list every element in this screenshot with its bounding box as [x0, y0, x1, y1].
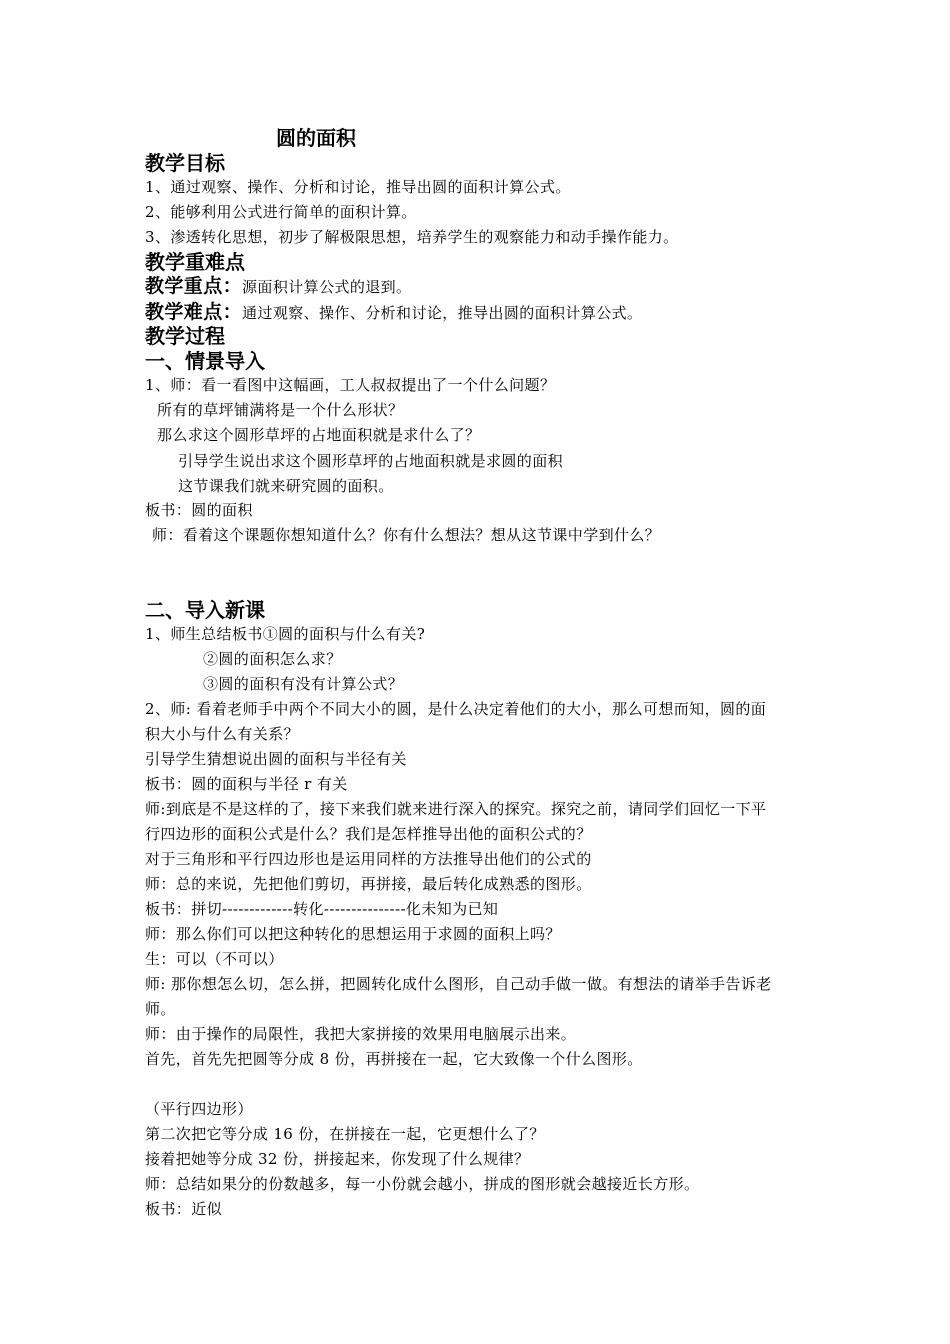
- focus-line: [145, 276, 411, 297]
- section1-line: 那么求这个圆形草坪的占地面积就是求什么了？: [157, 426, 481, 444]
- section2-line: ③圆的面积有没有计算公式？: [203, 675, 404, 693]
- section2-line: 1、师生总结板书①圆的面积与什么有关?: [145, 625, 426, 643]
- difficulty-label: 教学难点：: [145, 301, 243, 323]
- section1-line: 这节课我们就来研究圆的面积。: [178, 477, 394, 495]
- section2-line: 师：总结如果分的份数越多，每一小份就会越小，拼成的图形就会越接近长方形。: [145, 1175, 700, 1193]
- section1-heading: 一、情景导入: [145, 349, 265, 373]
- section2-line: 对于三角形和平行四边形也是运用同样的方法推导出他们的公式的: [145, 850, 592, 868]
- section2-line: 师：那么你们可以把这种转化的思想运用于求圆的面积上吗？: [145, 925, 561, 943]
- goal-item-3: 3、渗透转化思想，初步了解极限思想，培养学生的观察能力和动手操作能力。: [145, 228, 679, 246]
- section2-line: 积大小与什么有关系？: [145, 725, 300, 743]
- section2-line: 板书：圆的面积与半径 r 有关: [145, 775, 348, 793]
- section2-line: 第二次把它等分成 16 份，在拼接在一起，它更想什么了？: [145, 1125, 545, 1143]
- key-points-heading: 教学重难点: [145, 250, 245, 274]
- section1-line: 师：看着这个课题你想知道什么？你有什么想法？想从这节课中学到什么？: [152, 526, 661, 544]
- section1-line: 所有的草坪铺满将是一个什么形状？: [157, 401, 404, 419]
- section2-line: 2、师: 看着老师手中两个不同大小的圆，是什么决定着他们的大小，那么可想而知，圆的面: [145, 700, 767, 718]
- section2-line: 首先，首先先把圆等分成 8 份，再拼接在一起，它大致像一个什么图形。: [145, 1050, 643, 1068]
- section1-line: 板书：圆的面积: [145, 501, 253, 519]
- section2-line: 师: 那你想怎么切，怎么拼，把圆转化成什么图形，自己动手做一做。有想法的请举手告诉老: [145, 975, 772, 993]
- section2-line: 师:到底是不是这样的了，接下来我们就来进行深入的探究。探究之前，请同学们回忆一下平: [145, 800, 767, 818]
- section2-line: 师：由于操作的局限性，我把大家拼接的效果用电脑展示出来。: [145, 1025, 577, 1043]
- goal-item-1: 1、通过观察、操作、分析和讨论，推导出圆的面积计算公式。: [145, 178, 571, 196]
- section1-line: 1、师：看一看图中这幅画，工人叔叔提出了一个什么问题？: [145, 376, 556, 394]
- focus-text: 源面积计算公式的退到。: [242, 278, 412, 296]
- section2-line: 板书：拼切-------------转化---------------化未知为已知: [145, 900, 499, 918]
- section1-line: 引导学生说出求这个圆形草坪的占地面积就是求圆的面积: [178, 452, 564, 470]
- section2-line: 行四边形的面积公式是什么？我们是怎样推导出他的面积公式的？: [145, 825, 592, 843]
- section2-line: ②圆的面积怎么求？: [203, 650, 342, 668]
- section2-line: （平行四边形）: [145, 1100, 253, 1118]
- focus-label: 教学重点：: [145, 275, 243, 297]
- section2-line: 引导学生猜想说出圆的面积与半径有关: [145, 750, 407, 768]
- goals-heading: 教学目标: [145, 151, 225, 175]
- section2-line: 接着把她等分成 32 份，拼接起来，你发现了什么规律？: [145, 1150, 530, 1168]
- page-title: 圆的面积: [276, 126, 356, 150]
- section2-line: 生：可以（不可以）: [145, 950, 284, 968]
- section2-line: 板书：近似: [145, 1200, 223, 1218]
- goal-item-2: 2、能够利用公式进行简单的面积计算。: [145, 203, 417, 221]
- difficulty-text: 通过观察、操作、分析和讨论，推导出圆的面积计算公式。: [242, 304, 643, 322]
- section2-heading: 二、导入新课: [145, 598, 265, 622]
- difficulty-line: [145, 302, 642, 323]
- section2-line: 师：总的来说，先把他们剪切，再拼接，最后转化成熟悉的图形。: [145, 875, 592, 893]
- section2-line: 师。: [145, 1000, 176, 1018]
- process-heading: 教学过程: [145, 324, 225, 348]
